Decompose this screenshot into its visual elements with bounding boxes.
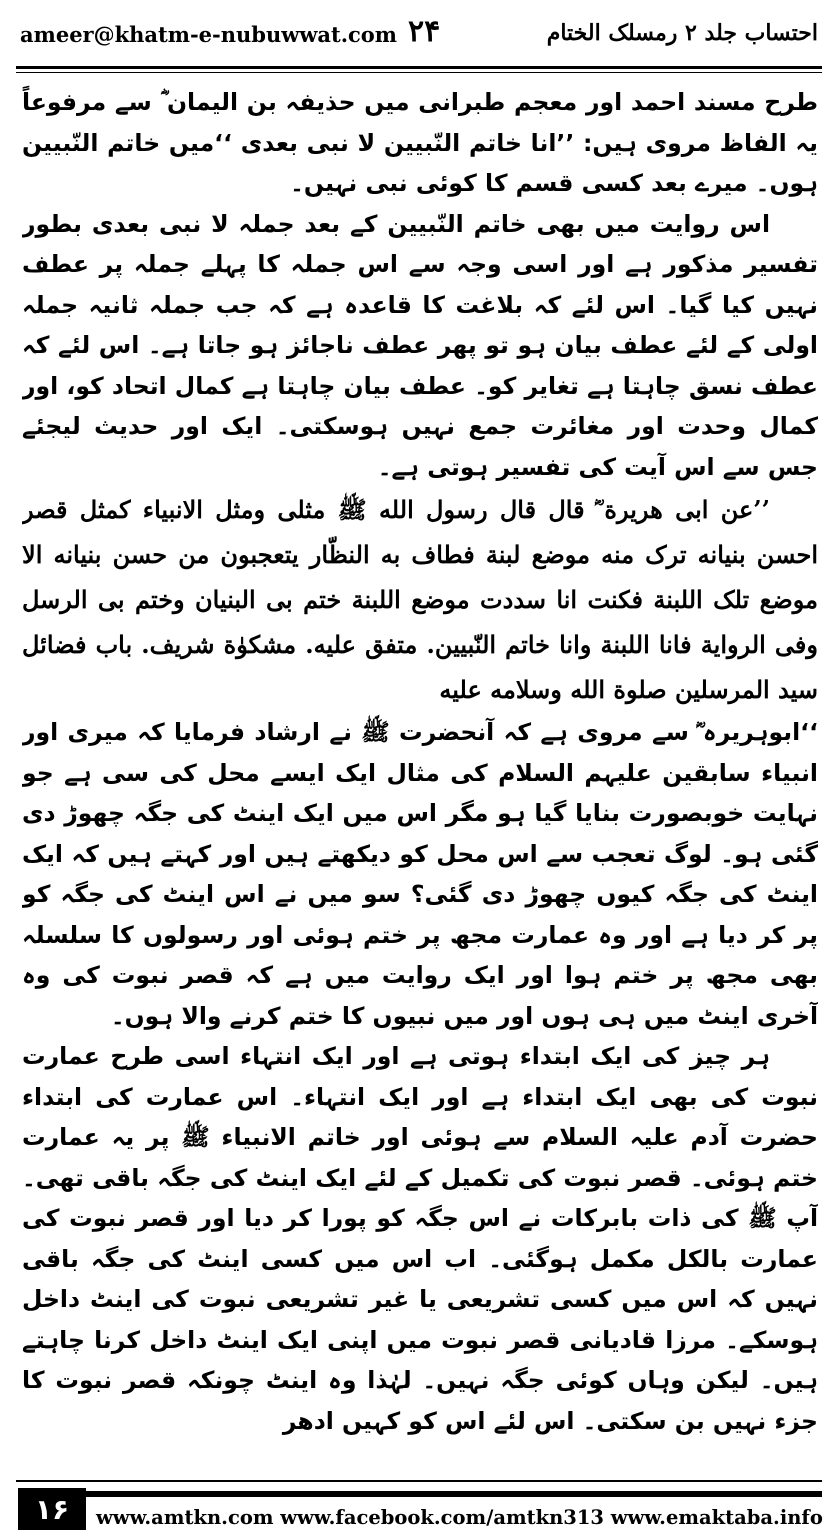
footer-bar bbox=[86, 1491, 822, 1497]
header-rule bbox=[16, 66, 822, 69]
footer-page-number: ۱۶ bbox=[18, 1488, 86, 1530]
header-rule-thin bbox=[16, 72, 822, 73]
paragraph-arabic-hadith: ’’عن ابی هریرة ؓ قال قال رسول الله ﷺ مثلی ومثل الانبیاء کمثل قصر احسن بنیانه ترک منه موضع لبنة فطاف به النظّار یتعجبون من حسن بنیانه الا موضع تلک اللبنة فکنت انا سددت موضع اللبنة ختم بی البنیان وختم بی الرسل وفی الروایة فانا اللبنة وانا خاتم النّبیین. متفق علیه. مشکوٰة شریف. باب فضائل سید المرسلین صلوة الله وسلامه علیه bbox=[22, 495, 818, 704]
paragraph-commentary: ہر چیز کی ایک ابتداء ہوتی ہے اور ایک انتہاء اسی طرح عمارت نبوت کی بھی ایک ابتداء ہے اور ایک انتہاء۔ اس عمارت کی ابتداء حضرت آدم علیہ السلام سے ہوئی اور خاتم الانبیاء ﷺ پر یہ عمارت ختم ہوئی۔ قصر نبوت کی تکمیل کے لئے ایک اینٹ کی جگہ باقی تھی۔ آپ ﷺ کی ذات بابرکات نے اس جگہ کو پورا کر دیا اور قصر نبوت کی عمارت بالکل مکمل ہوگئی۔ اب اس میں کسی اینٹ کی جگہ باقی نہیں کہ اس میں کسی تشریعی یا غیر تشریعی نبوت کی اینٹ داخل ہوسکے۔ مرزا قادیانی قصر نبوت میں اپنی ایک اینٹ داخل کرنا چاہتے ہیں۔ لیکن وہاں کوئی جگہ نہیں۔ لہٰذا وہ اینٹ چونکہ قصر نبوت کا جزء نہیں بن سکتی۔ اس لئے اس کو کہیں ادھر bbox=[22, 1042, 818, 1435]
footer-website-links[interactable]: www.amtkn.com www.facebook.com/amtkn313 www.emaktaba.info bbox=[96, 1506, 823, 1529]
header-page-number: ۲۴ bbox=[408, 14, 441, 49]
page-footer bbox=[0, 1476, 840, 1540]
paragraph-hadith-translation: ‘‘ابوہریرہ ؓ سے مروی ہے کہ آنحضرت ﷺ نے ارشاد فرمایا کہ میری اور انبیاء سابقین علیہم السلام کی مثال ایک ایسے محل کی سی ہے جو نہایت خوبصورت بنایا گیا ہو مگر اس میں ایک اینٹ کی جگہ چھوڑ دی گئی ہو۔ لوگ تعجب سے اس محل کو دیکھتے ہیں اور کہتے ہیں کہ ایک اینٹ کی جگہ کیوں چھوڑ دی گئی؟ سو میں نے اس اینٹ کی جگہ کو پر کر دیا ہے اور وہ عمارت مجھ پر ختم ہوئی اور رسولوں کا سلسلہ بھی مجھ پر ختم ہوا اور ایک روایت میں ہے کہ قصر نبوت کی وہ آخری اینٹ میں ہی ہوں اور میں نبیوں کا ختم کرنے والا ہوں۔ bbox=[22, 718, 818, 1030]
header-book-title: احتساب جلد ۲ رمسلک الختام bbox=[546, 20, 818, 46]
header-email: ameer@khatm-e-nubuwwat.com bbox=[20, 22, 398, 47]
footer-rule bbox=[16, 1480, 822, 1482]
page-header bbox=[0, 0, 840, 82]
paragraph-grammar-explanation: اس روایت میں بھی خاتم النّبیین کے بعد جملہ لا نبی بعدی بطور تفسیر مذکور ہے اور اسی وجہ سے اس جملہ کا پہلے جملہ پر عطف نہیں کیا گیا۔ اس لئے کہ بلاغت کا قاعدہ ہے کہ جب جملہ ثانیہ جملہ اولی کے لئے عطف بیان ہو تو پھر عطف ناجائز ہو جاتا ہے۔ اس لئے کہ عطف نسق چاہتا ہے تغایر کو۔ عطف بیان چاہتا ہے کمال اتحاد کو، اور کمال وحدت اور مغائرت جمع نہیں ہوسکتی۔ ایک اور حدیث لیجئے جس سے اس آیت کی تفسیر ہوتی ہے۔ bbox=[22, 209, 818, 481]
page-body bbox=[22, 82, 818, 1472]
paragraph-hadith-hudhaifa: طرح مسند احمد اور معجم طبرانی میں حذیفہ بن الیمان ؓ سے مرفوعاً یہ الفاظ مروی ہیں: ’’انا خاتم النّبیین لا نبی بعدی ‘‘میں خاتم النّبیین ہوں۔ میرے بعد کسی قسم کا کوئی نبی نہیں۔ bbox=[22, 88, 818, 197]
